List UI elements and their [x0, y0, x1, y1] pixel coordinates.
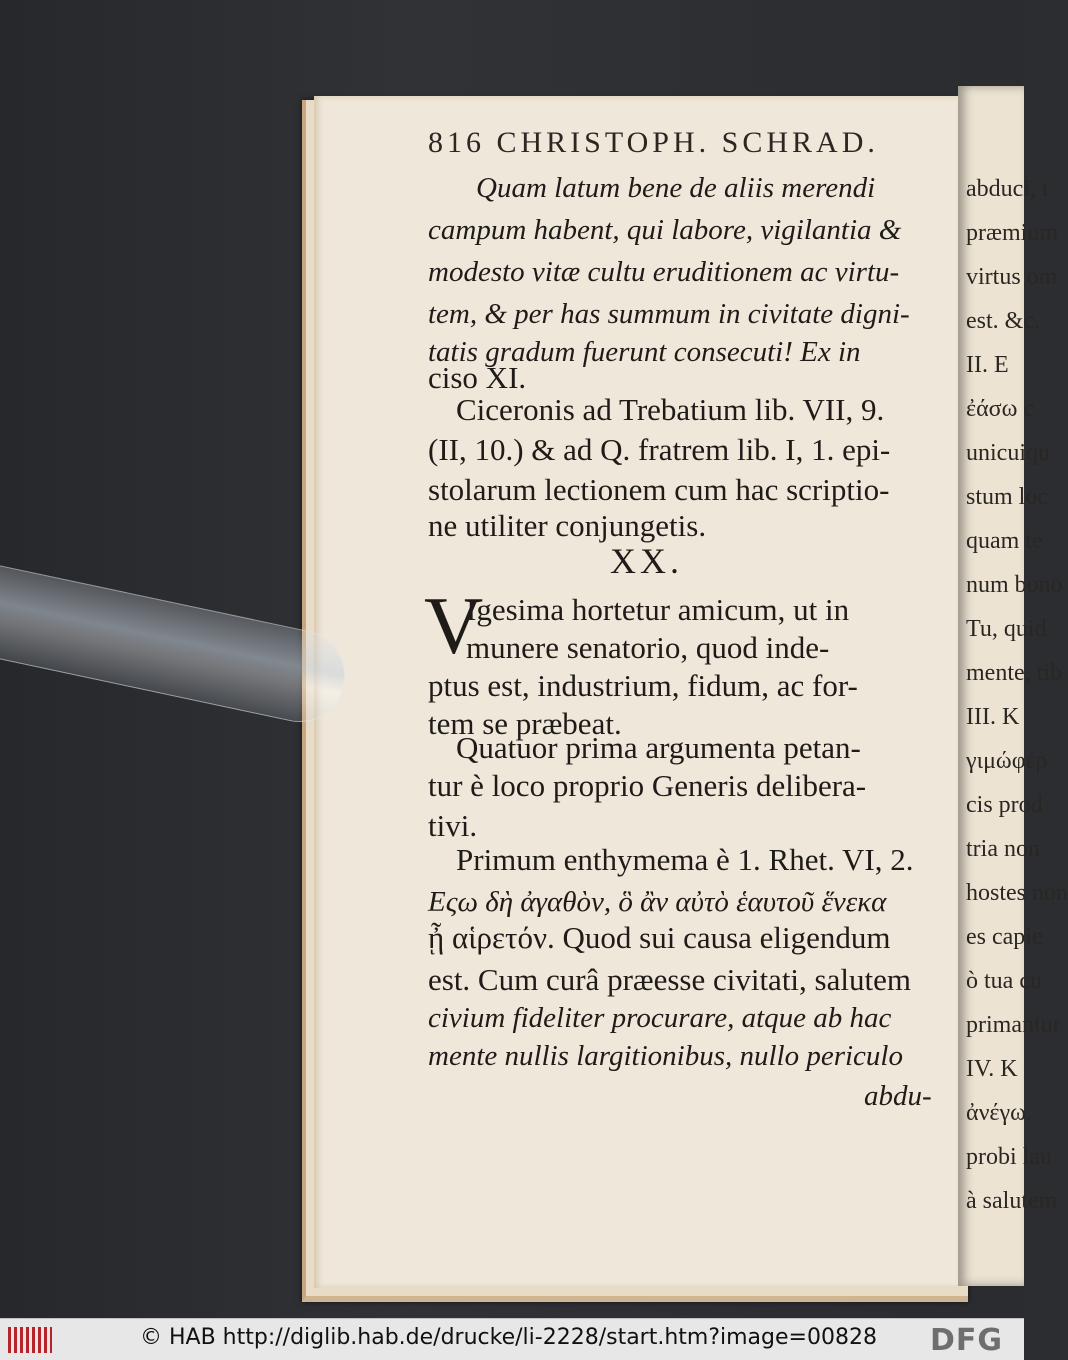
text-line: tem, & per has summum in civitate digni-	[428, 298, 910, 330]
text-line: Quatuor prima argumenta petan-	[456, 730, 861, 765]
text-line: mente nullis largitionibus, nullo periculo	[428, 1040, 903, 1072]
text-line: (II, 10.) & ad Q. fratrem lib. I, 1. epi-	[428, 432, 891, 467]
facing-page-fragment: Tu, quid	[966, 616, 1047, 642]
facing-page-fragment: abduci, t	[966, 176, 1049, 202]
text-line: Quam latum bene de aliis merendi	[476, 172, 876, 204]
facing-page-fragment: primantur	[966, 1012, 1061, 1038]
facing-page-fragment: cis prod	[966, 792, 1043, 818]
facing-page-fragment: ἐάσω c	[966, 396, 1035, 422]
facing-page-fragment: virtus om	[966, 264, 1058, 290]
text-line: Primum enthymema è 1. Rhet. VI, 2.	[456, 842, 914, 877]
facing-page-fragment: præmium	[966, 220, 1059, 246]
text-line: campum habent, qui labore, vigilantia &	[428, 214, 902, 246]
facing-page-fragment: II. E	[966, 352, 1009, 378]
section-heading: XX.	[610, 541, 683, 581]
facing-page	[958, 86, 1068, 1286]
text-line: abdu-	[864, 1080, 932, 1112]
facing-page-fragment: γιμώφέρ	[966, 748, 1048, 774]
facing-page-fragment: ò tua cu	[966, 968, 1042, 994]
text-line: Igesima hortetur amicum, ut in	[466, 592, 850, 627]
text-line: ciso XI.	[428, 360, 527, 395]
running-head: 816 CHRISTOPH. SCHRAD.	[428, 126, 879, 159]
facing-page-fragment: mente, tib	[966, 660, 1062, 686]
text-line: modesto vitæ cultu eruditionem ac virtu-	[428, 256, 900, 288]
facing-page-fragment: es capie	[966, 924, 1043, 950]
text-line: est. Cum curâ præesse civitati, salutem	[428, 962, 911, 997]
facing-page-fragment: num bono	[966, 572, 1063, 598]
text-line: tatis gradum fuerunt consecuti! Ex in	[428, 336, 861, 368]
text-line: tem se præbeat.	[428, 706, 622, 741]
text-line: tur è loco proprio Generis delibera-	[428, 768, 867, 803]
text-line: stolarum lectionem cum hac scriptio-	[428, 472, 890, 507]
facing-page-fragment: hostes non	[966, 880, 1068, 906]
facing-page-fragment: à salutem	[966, 1188, 1058, 1214]
facing-page-fragment: probi lau	[966, 1144, 1052, 1170]
text-line: tivi.	[428, 808, 478, 843]
text-line: Εςω δὴ ἀγαθὸν, ὃ ἂν αὐτὸ ἑαυτοῦ ἕνεκα	[428, 886, 887, 918]
footer-bar	[0, 1318, 1024, 1360]
facing-page-fragment: III. K	[966, 704, 1020, 730]
drop-cap: V	[424, 580, 484, 671]
text-line: munere senatorio, quod inde-	[466, 630, 830, 665]
facing-page-fragment: ἀνέγω.	[966, 1100, 1032, 1126]
text-line: ptus est, industrium, fidum, ac for-	[428, 668, 858, 703]
text-line: ᾖ αἱρετόν. Quod sui causa eligendum	[428, 920, 891, 955]
text-line: ne utiliter conjungetis.	[428, 508, 707, 543]
facing-page-fragment: est. &c.	[966, 308, 1040, 334]
text-line: civium fideliter procurare, atque ab hac	[428, 1002, 892, 1034]
facing-page-fragment: unicuiqu	[966, 440, 1050, 466]
facing-page-fragment: stum loc	[966, 484, 1048, 510]
facing-page-fragment: IV. K	[966, 1056, 1018, 1082]
footer-link[interactable]: © HAB http://diglib.hab.de/drucke/li-2228/start.htm?image=00828	[140, 1325, 877, 1350]
dfg-logo: DFG	[930, 1323, 1004, 1358]
text-line: Ciceronis ad Trebatium lib. VII, 9.	[456, 392, 885, 427]
facing-page-fragment: quam te	[966, 528, 1043, 554]
facing-page-fragment: tria non	[966, 836, 1040, 862]
barcode-icon	[8, 1327, 52, 1353]
